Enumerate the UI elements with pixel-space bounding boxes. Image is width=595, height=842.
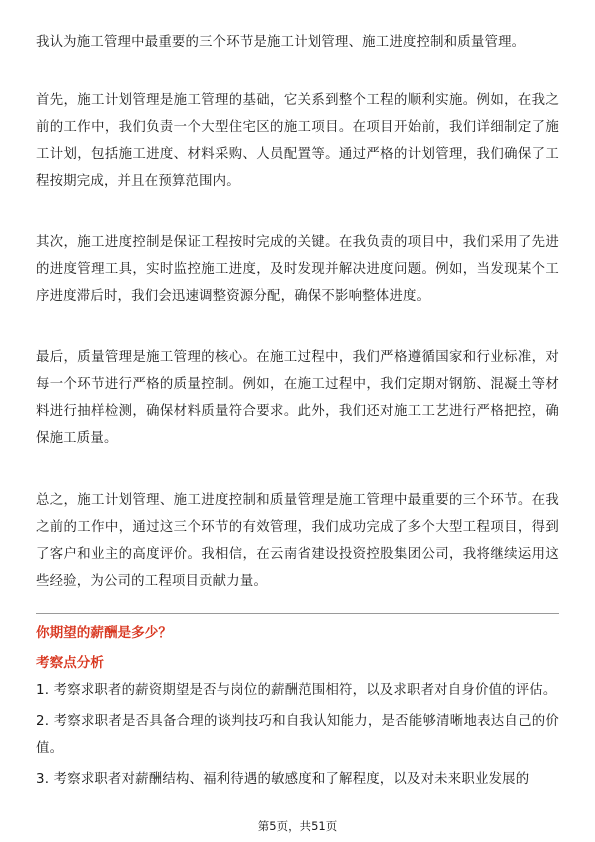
answer-paragraph-planning: 首先，施工计划管理是施工管理的基础，它关系到整个工程的顺利实施。例如，在我之前的工作中，我们负责一个大型住宅区的施工项目。在项目开始前，我们详细制定了施工计划，包括施工进度、材料采购、人员配置等。通过严格的计划管理，我们确保了工程按期完成，并且在预算范围内。: [36, 93, 559, 189]
page-number-footer: 第5页，共51页: [257, 819, 338, 833]
answer-paragraph-schedule: 其次，施工进度控制是保证工程按时完成的关键。在我负责的项目中，我们采用了先进的进度管理工具，实时监控施工进度，及时发现并解决进度问题。例如，当发现某个工序进度滞后时，我们会迅速调整资源分配，确保不影响整体进度。: [36, 235, 559, 304]
answer-paragraph-summary: 总之，施工计划管理、施工进度控制和质量管理是施工管理中最重要的三个环节。在我之前的工作中，通过这三个环节的有效管理，我们成功完成了多个大型工程项目，得到了客户和业主的高度评价。我相信，在云南省建设投资控股集团公司，我将继续运用这些经验，为公司的工程项目贡献力量。: [36, 493, 559, 589]
analysis-point: 3. 考察求职者对薪酬结构、福利待遇的敏感度和了解程度，以及对未来职业发展的: [36, 772, 530, 787]
analysis-point: 2. 考察求职者是否具备合理的谈判技巧和自我认知能力，是否能够清晰地表达自己的价值。: [36, 714, 559, 756]
answer-paragraph-intro: 我认为施工管理中最重要的三个环节是施工计划管理、施工进度控制和质量管理。: [36, 35, 526, 50]
answer-paragraph-quality: 最后，质量管理是施工管理的核心。在施工过程中，我们严格遵循国家和行业标准，对每一个环节进行严格的质量控制。例如，在施工过程中，我们定期对钢筋、混凝土等材料进行抽样检测，确保材料质量符合要求。此外，我们还对施工工艺进行严格把控，确保施工质量。: [36, 350, 559, 446]
analysis-heading: 考察点分析: [36, 655, 104, 671]
question-title: 你期望的薪酬是多少？: [36, 625, 172, 641]
section-divider: [36, 613, 559, 614]
analysis-point: 1. 考察求职者的薪资期望是否与岗位的薪酬范围相符，以及求职者对自身价值的评估。: [36, 683, 557, 698]
analysis-points-list: [36, 677, 559, 797]
